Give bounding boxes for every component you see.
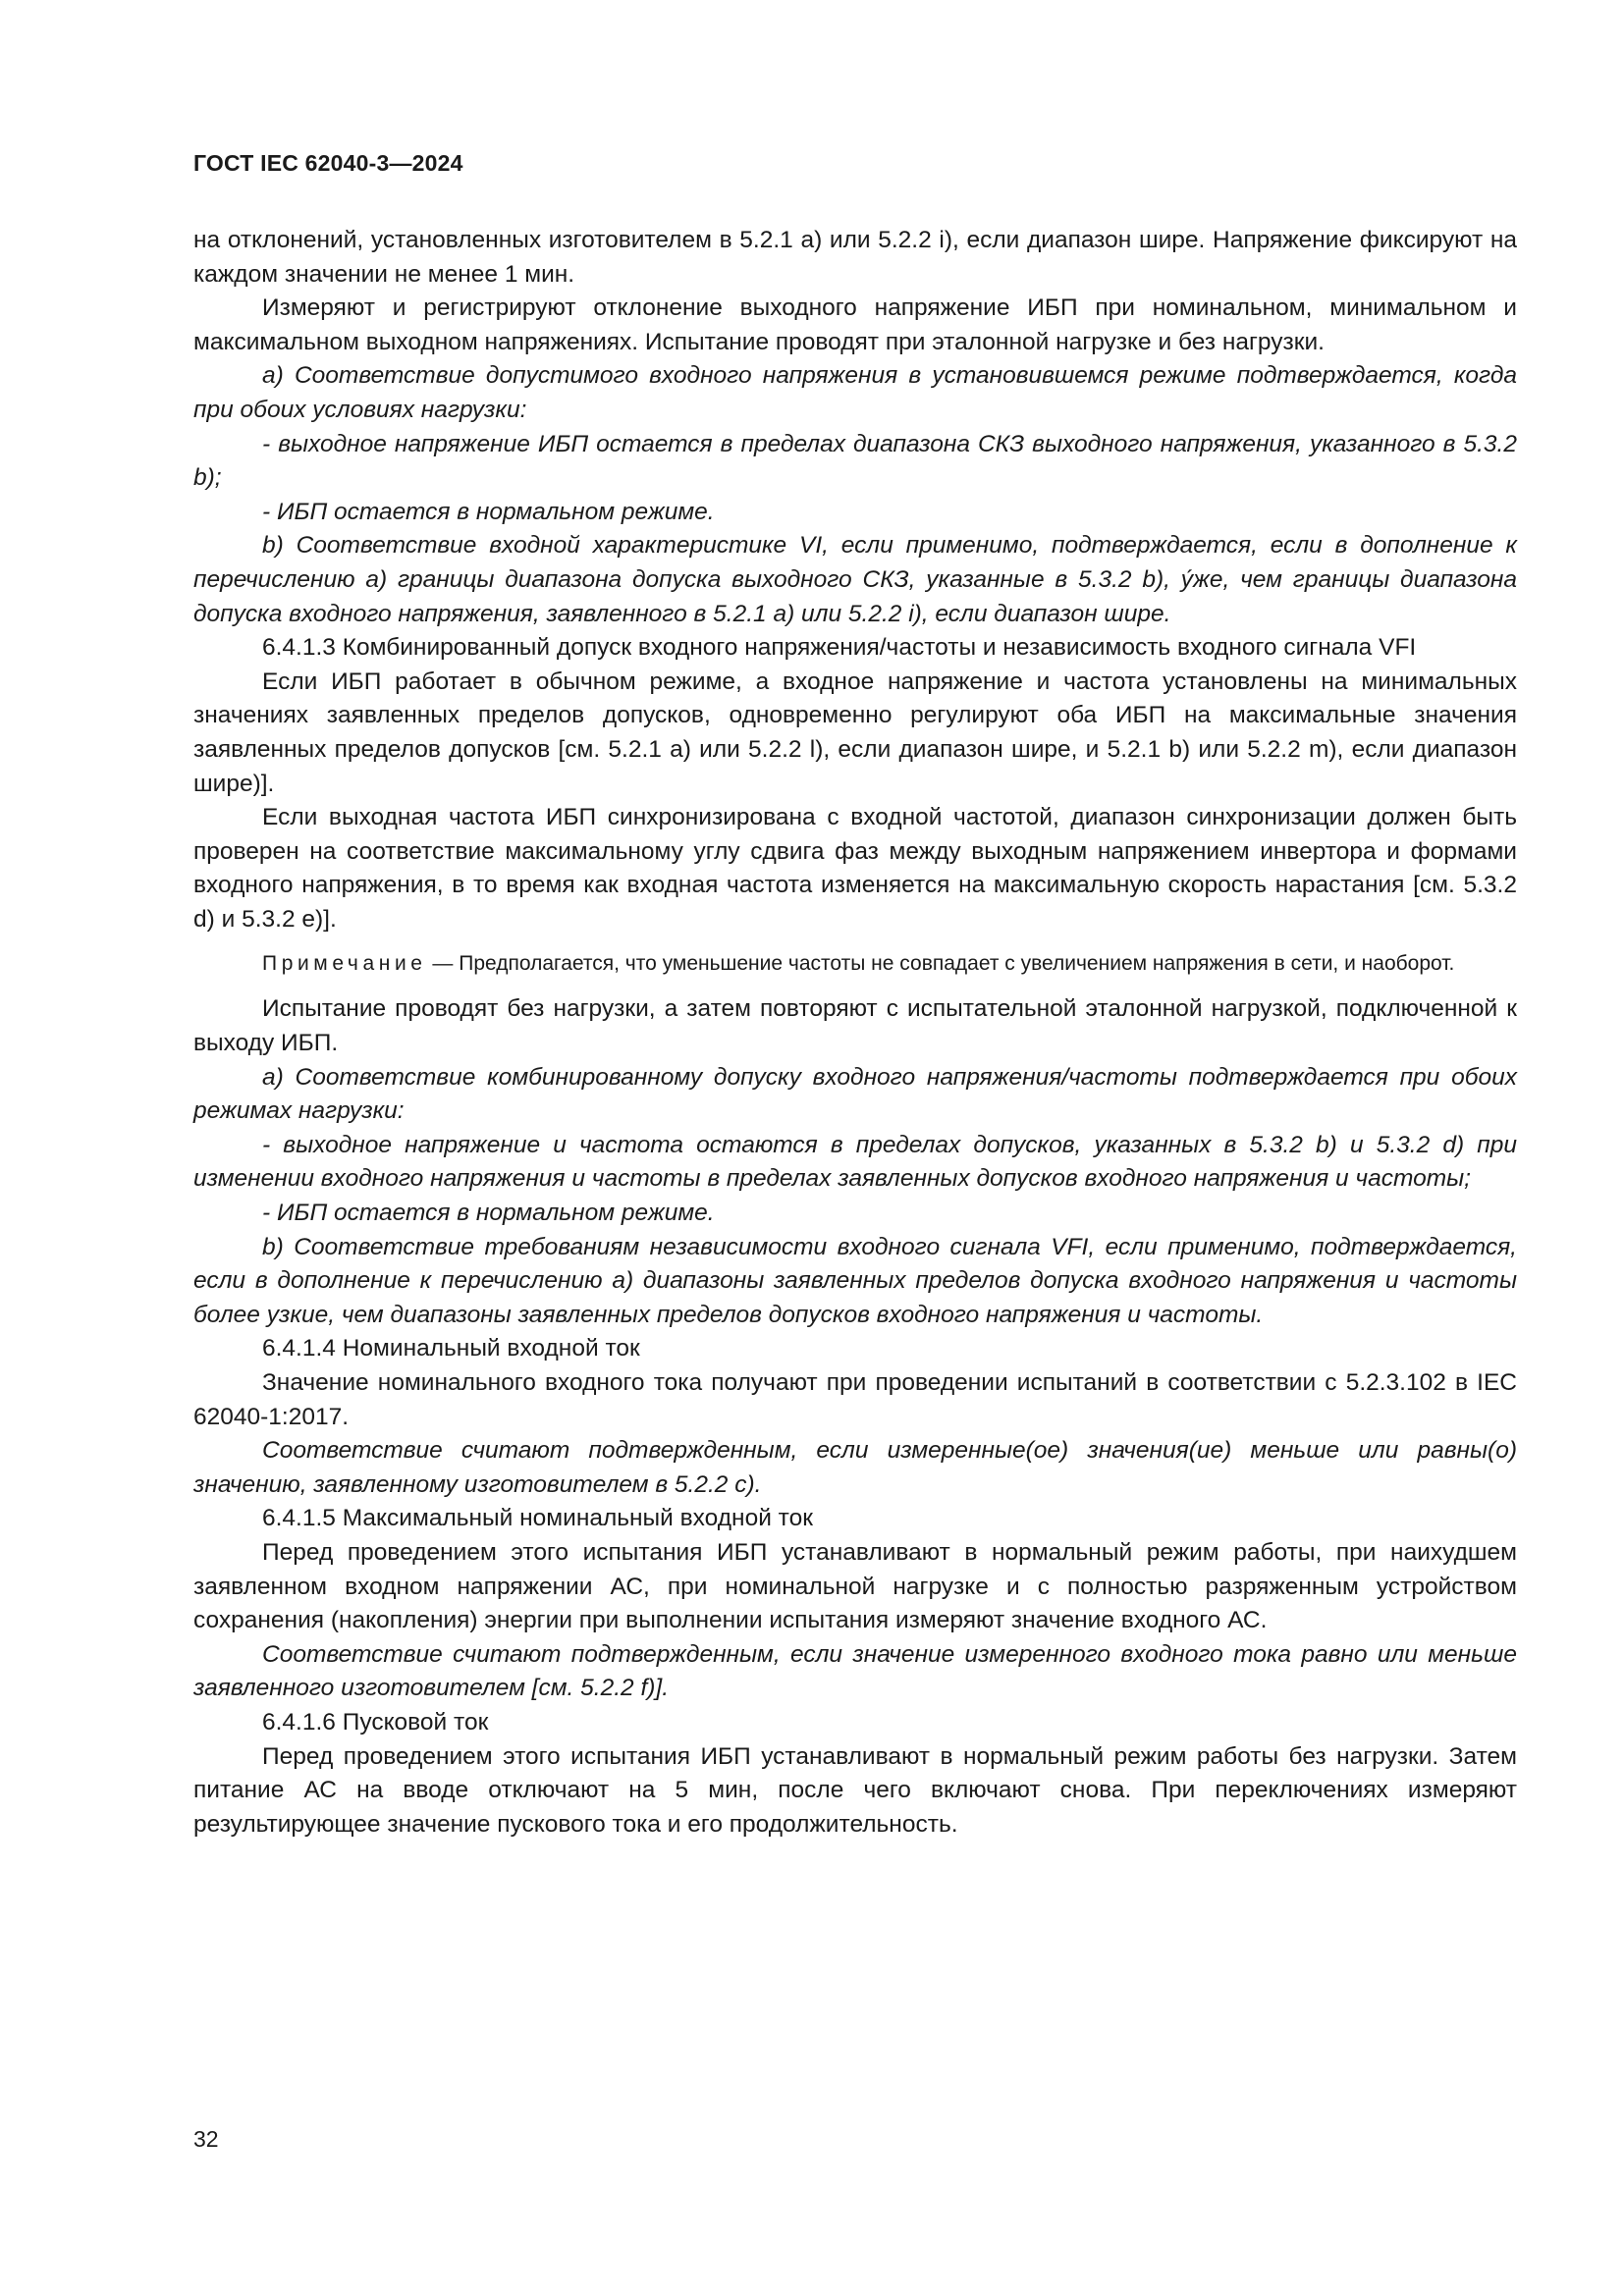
list-item: - ИБП остается в нормальном режиме. xyxy=(262,498,715,525)
section-heading: 6.4.1.3 Комбинированный допуск входного напряжения/частоты и независимость входного сигнала VFI xyxy=(262,634,1417,662)
note-label: Примечание xyxy=(262,952,427,976)
paragraph: Соответствие считают подтвержденным, если значение измеренного входного тока равно или меньше заявленного изготовителем [см. 5.2.2 f)]. xyxy=(193,1640,1517,1702)
paragraph: Если ИБП работает в обычном режиме, а входное напряжение и частота установлены на минимальных значениях заявленных пределов допусков, одновременно регулируют оба ИБП на максимальные значения заявленных пределов допусков [см. 5.2.1 а) или 5.2.2 l), если диапазон шире, и 5.2.1 b) или 5.2.2 m), если диапазон шире)]. xyxy=(193,667,1517,797)
document-body xyxy=(193,224,1517,1842)
paragraph: b) Соответствие входной характеристике VI, если применимо, подтверждается, если в дополнение к перечислению а) границы диапазона допуска выходного СКЗ, указанные в 5.3.2 b), у́же, чем границы диапазона допуска входного напряжения, заявленного в 5.2.1 а) или 5.2.2 i), если диапазон шире. xyxy=(193,532,1517,627)
paragraph: Соответствие считают подтвержденным, если измеренные(ое) значения(ие) меньше или равны(о) значению, заявленному изготовителем в 5.2.2 с). xyxy=(193,1437,1517,1498)
paragraph: a) Соответствие комбинированному допуску входного напряжения/частоты подтверждается при обоих режимах нагрузки: xyxy=(193,1063,1517,1125)
paragraph: Перед проведением этого испытания ИБП устанавливают в нормальный режим работы без нагрузки. Затем питание АС на вводе отключают на 5 мин, после чего включают снова. При переключениях измеряют результирующее значение пускового тока и его продолжительность. xyxy=(193,1742,1517,1838)
section-heading: 6.4.1.4 Номинальный входной ток xyxy=(262,1335,640,1362)
paragraph: a) Соответствие допустимого входного напряжения в установившемся режиме подтверждается, когда при обоих условиях нагрузки: xyxy=(193,362,1517,423)
section-heading: 6.4.1.5 Максимальный номинальный входной ток xyxy=(262,1505,813,1532)
note xyxy=(193,948,1517,979)
note-text: — Предполагается, что уменьшение частоты не совпадает с увеличением напряжения в сети, и наоборот. xyxy=(426,952,1455,976)
paragraph: Если выходная частота ИБП синхронизирована с входной частотой, диапазон синхронизации должен быть проверен на соответствие максимальному углу сдвига фаз между выходным напряжением инвертора и формами входного напряжения, в то время как входная частота изменяется на максимальную скорость нарастания [см. 5.3.2 d) и 5.3.2 е)]. xyxy=(193,804,1517,933)
paragraph: Значение номинального входного тока получают при проведении испытаний в соответствии с 5.2.3.102 в IEC 62040-1:2017. xyxy=(193,1369,1517,1430)
paragraph: Перед проведением этого испытания ИБП устанавливают в нормальный режим работы, при наихудшем заявленном входном напряжении АС, при номинальной нагрузке и с полностью разряженным устройством сохранения (накопления) энергии при выполнении испытания измеряют значение входного АС. xyxy=(193,1538,1517,1634)
paragraph: Измеряют и регистрируют отклонение выходного напряжение ИБП при номинальном, минимальном и максимальном выходном напряжениях. Испытание проводят при эталонной нагрузке и без нагрузки. xyxy=(193,294,1517,355)
page-number: 32 xyxy=(193,2126,219,2152)
section-heading: 6.4.1.6 Пусковой ток xyxy=(262,1708,489,1735)
paragraph: b) Соответствие требованиям независимости входного сигнала VFI, если применимо, подтверждается, если в дополнение к перечислению а) диапазоны заявленных пределов допуска входного напряжения и частоты более узкие, чем диапазоны заявленных пределов допусков входного напряжения и частоты. xyxy=(193,1233,1517,1328)
document-header: ГОСТ IEC 62040-3—2024 xyxy=(193,150,463,176)
paragraph: Испытание проводят без нагрузки, а затем повторяют с испытательной эталонной нагрузкой, подключенной к выходу ИБП. xyxy=(193,995,1517,1057)
list-item: - выходное напряжение ИБП остается в пределах диапазона СКЗ выходного напряжения, указанного в 5.3.2 b); xyxy=(193,430,1517,492)
list-item: - ИБП остается в нормальном режиме. xyxy=(262,1200,715,1227)
paragraph: на отклонений, установленных изготовителем в 5.2.1 а) или 5.2.2 i), если диапазон шире. Напряжение фиксируют на каждом значении не менее 1 мин. xyxy=(193,227,1517,288)
list-item: - выходное напряжение и частота остаются в пределах допусков, указанных в 5.3.2 b) и 5.3.2 d) при изменении входного напряжения и частоты в пределах заявленных допусков входного напряжения и частоты; xyxy=(193,1131,1517,1193)
